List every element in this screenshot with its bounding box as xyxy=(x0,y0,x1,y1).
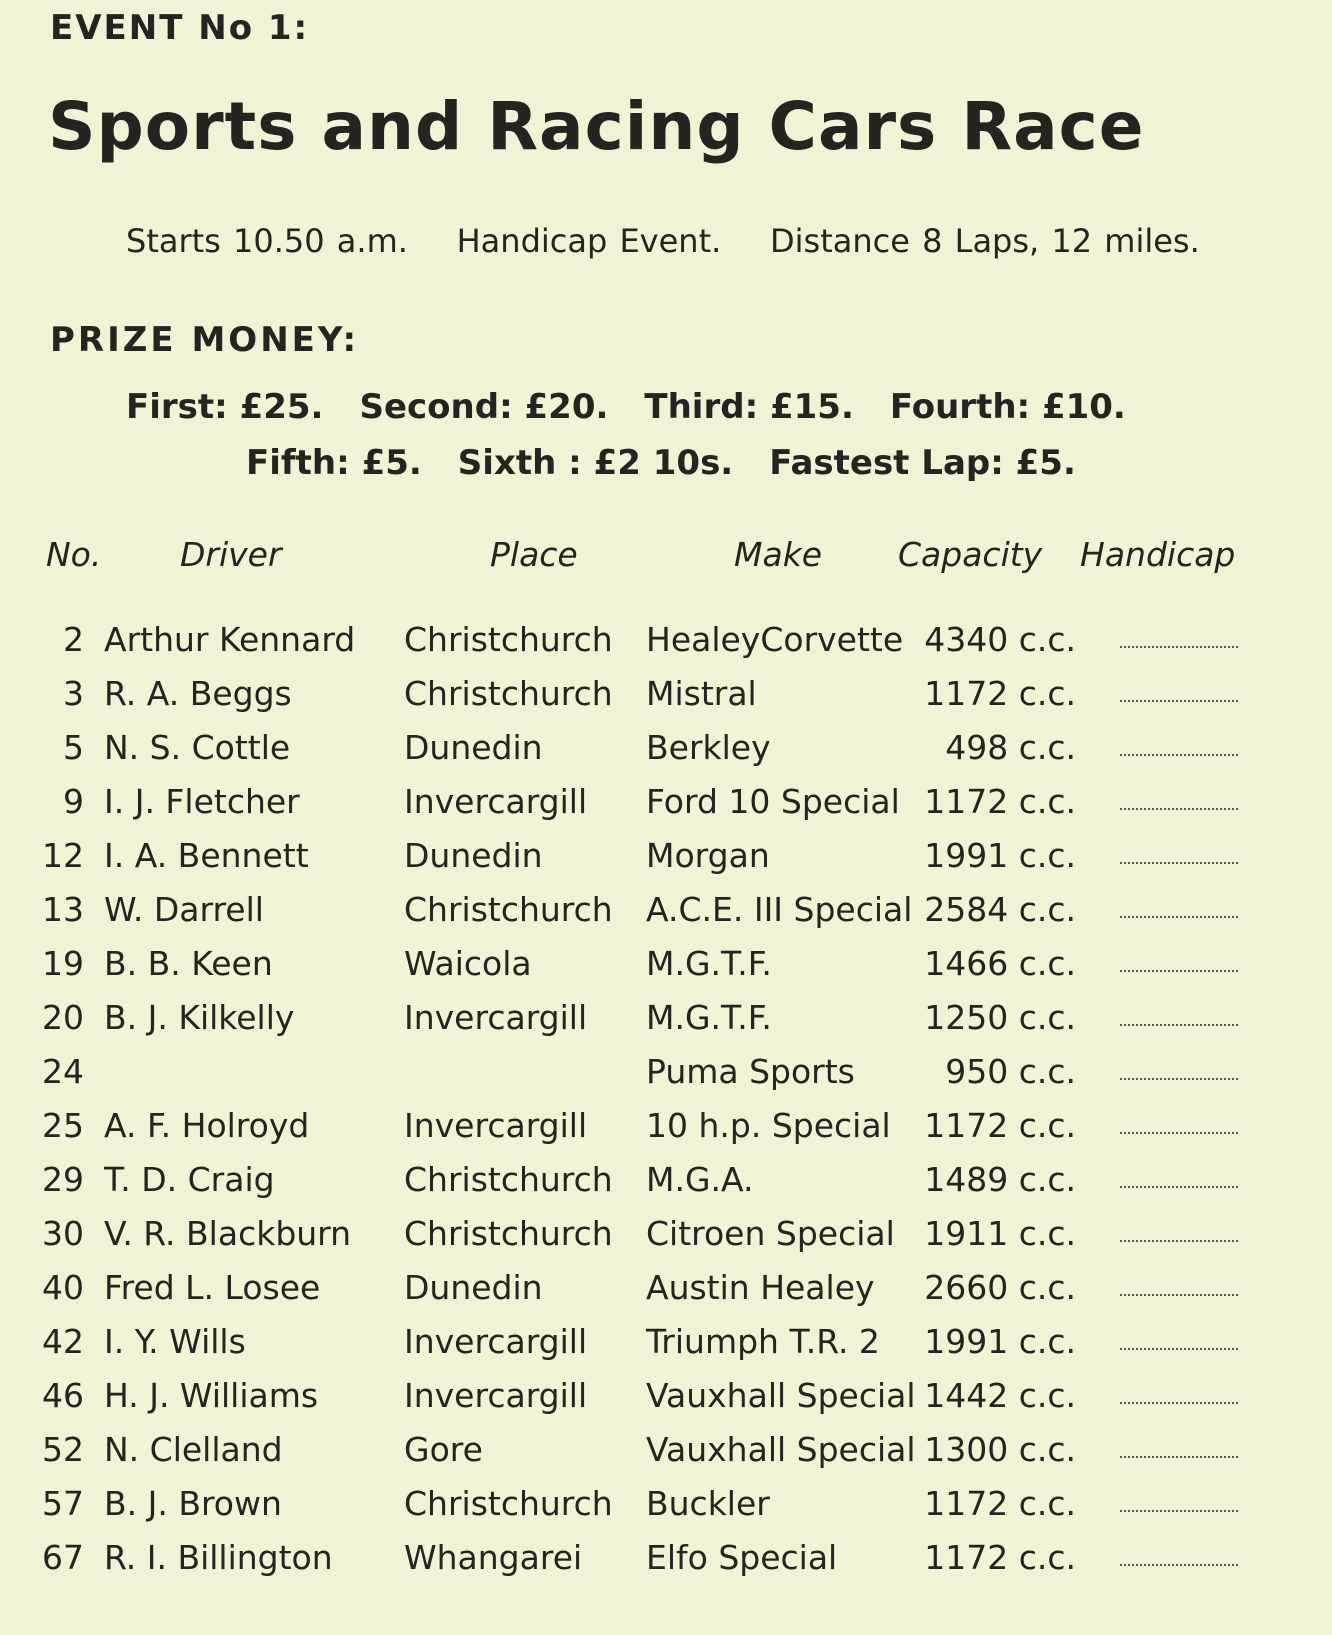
start-time: Starts 10.50 a.m. xyxy=(126,222,408,260)
entry-number: 19 xyxy=(42,944,84,983)
engine-capacity: 1172 c.c. xyxy=(924,674,1076,713)
driver-place: Christchurch xyxy=(404,1484,613,1523)
table-row xyxy=(0,1322,1332,1376)
table-row xyxy=(0,1484,1332,1538)
header-make: Make xyxy=(734,535,823,574)
car-make: HealeyCorvette xyxy=(646,620,904,659)
driver-name: R. A. Beggs xyxy=(104,674,292,713)
driver-name: R. I. Billington xyxy=(104,1538,333,1577)
table-row xyxy=(0,782,1332,836)
handicap-blank xyxy=(1120,1186,1238,1188)
driver-place: Dunedin xyxy=(404,1268,543,1307)
table-row xyxy=(0,1106,1332,1160)
race-details xyxy=(126,222,1200,260)
header-handicap: Handicap xyxy=(1080,535,1236,574)
driver-name: W. Darrell xyxy=(104,890,264,929)
handicap-blank xyxy=(1120,754,1238,756)
prize-line-1 xyxy=(126,387,1126,427)
entry-number: 30 xyxy=(42,1214,84,1253)
engine-capacity: 498 c.c. xyxy=(945,728,1076,767)
engine-capacity: 1172 c.c. xyxy=(924,1538,1076,1577)
header-driver: Driver xyxy=(180,535,282,574)
driver-place: Gore xyxy=(404,1430,483,1469)
entry-list xyxy=(0,620,1332,1592)
table-row xyxy=(0,836,1332,890)
driver-place: Whangarei xyxy=(404,1538,583,1577)
table-row xyxy=(0,890,1332,944)
table-row xyxy=(0,1052,1332,1106)
entry-number: 9 xyxy=(63,782,84,821)
driver-name: N. S. Cottle xyxy=(104,728,291,767)
prize-fifth: Fifth: £5. xyxy=(246,443,422,483)
engine-capacity: 950 c.c. xyxy=(945,1052,1076,1091)
entry-number: 52 xyxy=(42,1430,84,1469)
driver-name: B. J. Kilkelly xyxy=(104,998,295,1037)
entry-number: 5 xyxy=(63,728,84,767)
driver-place: Invercargill xyxy=(404,1106,588,1145)
prize-line-2 xyxy=(246,443,1076,483)
car-make: Citroen Special xyxy=(646,1214,895,1253)
driver-place: Dunedin xyxy=(404,728,543,767)
engine-capacity: 2660 c.c. xyxy=(924,1268,1076,1307)
driver-place: Christchurch xyxy=(404,1214,613,1253)
entry-number: 24 xyxy=(42,1052,84,1091)
race-distance: Distance 8 Laps, 12 miles. xyxy=(769,222,1200,260)
car-make: 10 h.p. Special xyxy=(646,1106,891,1145)
car-make: Buckler xyxy=(646,1484,770,1523)
handicap-blank xyxy=(1120,1294,1238,1296)
table-row xyxy=(0,1160,1332,1214)
engine-capacity: 2584 c.c. xyxy=(924,890,1076,929)
handicap-blank xyxy=(1120,1132,1238,1134)
prize-sixth: Sixth : £2 10s. xyxy=(457,443,734,483)
driver-name: H. J. Williams xyxy=(104,1376,319,1415)
driver-name: N. Clelland xyxy=(104,1430,283,1469)
driver-place: Invercargill xyxy=(404,1376,588,1415)
table-row xyxy=(0,1268,1332,1322)
handicap-blank xyxy=(1120,1510,1238,1512)
driver-name: B. J. Brown xyxy=(104,1484,282,1523)
car-make: Berkley xyxy=(646,728,771,767)
car-make: Vauxhall Special xyxy=(646,1430,916,1469)
driver-place: Christchurch xyxy=(404,890,613,929)
car-make: M.G.A. xyxy=(646,1160,754,1199)
engine-capacity: 1172 c.c. xyxy=(924,1106,1076,1145)
entry-number: 42 xyxy=(42,1322,84,1361)
driver-name: A. F. Holroyd xyxy=(104,1106,310,1145)
car-make: M.G.T.F. xyxy=(646,998,772,1037)
entry-number: 25 xyxy=(42,1106,84,1145)
handicap-blank xyxy=(1120,1564,1238,1566)
table-row xyxy=(0,1214,1332,1268)
driver-name: V. R. Blackburn xyxy=(104,1214,352,1253)
car-make: Puma Sports xyxy=(646,1052,855,1091)
entry-number: 20 xyxy=(42,998,84,1037)
table-row xyxy=(0,1538,1332,1592)
table-row xyxy=(0,728,1332,782)
handicap-blank xyxy=(1120,916,1238,918)
table-row xyxy=(0,1376,1332,1430)
driver-place: Waicola xyxy=(404,944,532,983)
table-row xyxy=(0,620,1332,674)
entry-number: 3 xyxy=(63,674,84,713)
handicap-blank xyxy=(1120,970,1238,972)
car-make: Austin Healey xyxy=(646,1268,875,1307)
driver-name: T. D. Craig xyxy=(104,1160,275,1199)
header-capacity: Capacity xyxy=(898,535,1043,574)
engine-capacity: 1911 c.c. xyxy=(924,1214,1076,1253)
engine-capacity: 1300 c.c. xyxy=(924,1430,1076,1469)
handicap-blank xyxy=(1120,862,1238,864)
car-make: Morgan xyxy=(646,836,770,875)
header-no: No. xyxy=(46,535,102,574)
handicap-blank xyxy=(1120,1078,1238,1080)
table-row xyxy=(0,674,1332,728)
handicap-blank xyxy=(1120,1456,1238,1458)
prize-second: Second: £20. xyxy=(359,387,609,427)
car-make: Triumph T.R. 2 xyxy=(646,1322,880,1361)
car-make: A.C.E. III Special xyxy=(646,890,913,929)
prize-fastest-lap: Fastest Lap: £5. xyxy=(769,443,1076,483)
driver-name: Arthur Kennard xyxy=(104,620,356,659)
driver-name: B. B. Keen xyxy=(104,944,273,983)
handicap-blank xyxy=(1120,646,1238,648)
engine-capacity: 1172 c.c. xyxy=(924,782,1076,821)
prize-first: First: £25. xyxy=(126,387,324,427)
car-make: M.G.T.F. xyxy=(646,944,772,983)
entry-number: 13 xyxy=(42,890,84,929)
driver-place: Christchurch xyxy=(404,674,613,713)
handicap-blank xyxy=(1120,808,1238,810)
entry-number: 12 xyxy=(42,836,84,875)
car-make: Ford 10 Special xyxy=(646,782,900,821)
engine-capacity: 1991 c.c. xyxy=(924,1322,1076,1361)
table-row xyxy=(0,1430,1332,1484)
driver-place: Dunedin xyxy=(404,836,543,875)
driver-place: Christchurch xyxy=(404,620,613,659)
prize-third: Third: £15. xyxy=(644,387,854,427)
car-make: Elfo Special xyxy=(646,1538,838,1577)
handicap-blank xyxy=(1120,1240,1238,1242)
engine-capacity: 1442 c.c. xyxy=(924,1376,1076,1415)
engine-capacity: 1489 c.c. xyxy=(924,1160,1076,1199)
driver-place: Invercargill xyxy=(404,998,588,1037)
entry-number: 57 xyxy=(42,1484,84,1523)
handicap-blank xyxy=(1120,1024,1238,1026)
car-make: Mistral xyxy=(646,674,757,713)
engine-capacity: 4340 c.c. xyxy=(924,620,1076,659)
prize-money-heading: PRIZE MONEY: xyxy=(50,320,360,360)
driver-name: Fred L. Losee xyxy=(104,1268,321,1307)
event-number: EVENT No 1: xyxy=(50,8,310,48)
handicap-blank xyxy=(1120,1402,1238,1404)
event-type: Handicap Event. xyxy=(456,222,722,260)
race-title: Sports and Racing Cars Race xyxy=(48,88,1145,165)
driver-name: I. Y. Wills xyxy=(104,1322,246,1361)
engine-capacity: 1250 c.c. xyxy=(924,998,1076,1037)
engine-capacity: 1172 c.c. xyxy=(924,1484,1076,1523)
entry-number: 40 xyxy=(42,1268,84,1307)
engine-capacity: 1466 c.c. xyxy=(924,944,1076,983)
handicap-blank xyxy=(1120,1348,1238,1350)
engine-capacity: 1991 c.c. xyxy=(924,836,1076,875)
entry-number: 67 xyxy=(42,1538,84,1577)
entry-number: 2 xyxy=(63,620,84,659)
driver-place: Christchurch xyxy=(404,1160,613,1199)
header-place: Place xyxy=(490,535,578,574)
car-make: Vauxhall Special xyxy=(646,1376,916,1415)
driver-name: I. J. Fletcher xyxy=(104,782,300,821)
table-row xyxy=(0,944,1332,998)
driver-place: Invercargill xyxy=(404,782,588,821)
prize-fourth: Fourth: £10. xyxy=(889,387,1126,427)
handicap-blank xyxy=(1120,700,1238,702)
entry-number: 46 xyxy=(42,1376,84,1415)
driver-place: Invercargill xyxy=(404,1322,588,1361)
driver-name: I. A. Bennett xyxy=(104,836,309,875)
entry-number: 29 xyxy=(42,1160,84,1199)
table-row xyxy=(0,998,1332,1052)
